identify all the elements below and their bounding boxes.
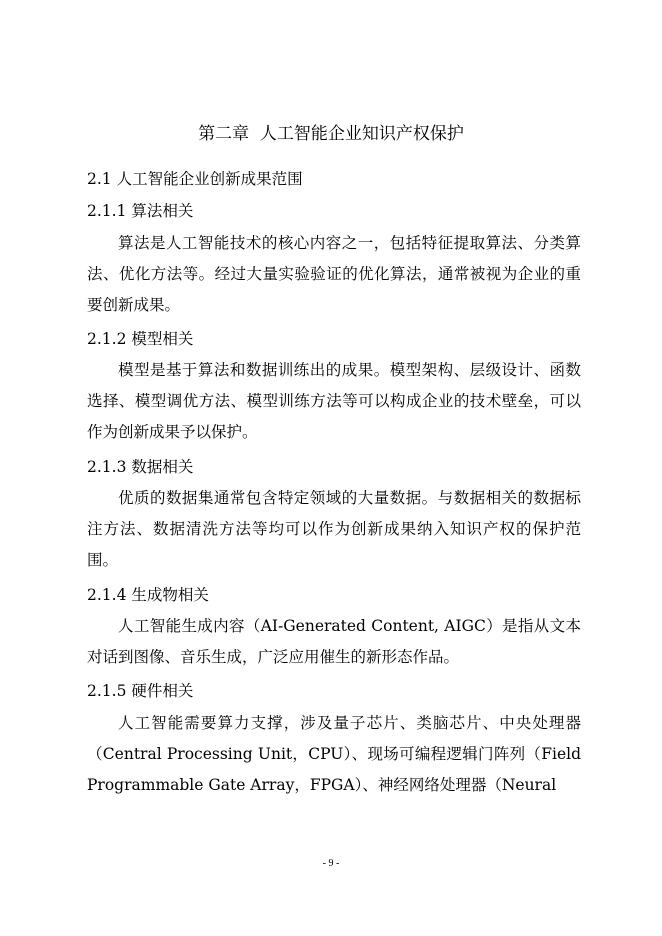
paragraph-model: 模型是基于算法和数据训练出的成果。模型架构、层级设计、函数选择、模型调优方法、模型训练方法等可以构成企业的技术壁垒，可以作为创新成果予以保护。 [87, 361, 581, 442]
paragraph-algorithm: 算法是人工智能技术的核心内容之一，包括特征提取算法、分类算法、优化方法等。经过大量实验验证的优化算法，通常被视为企业的重要创新成果。 [87, 234, 581, 315]
section-heading-2-1-1: 2.1.1 算法相关 [87, 202, 194, 220]
section-heading-2-1-4: 2.1.4 生成物相关 [87, 586, 209, 604]
section-heading-2-1: 2.1 人工智能企业创新成果范围 [87, 170, 303, 188]
section-heading-2-1-2: 2.1.2 模型相关 [87, 330, 194, 348]
section-heading-2-1-5: 2.1.5 硬件相关 [87, 682, 194, 700]
page-number: - 9 - [322, 858, 340, 869]
paragraph-hardware: 人工智能需要算力支撑，涉及量子芯片、类脑芯片、中央处理器（Central Processing Unit，CPU）、现场可编程逻辑门阵列（Field Programmable Gate Array，FPGA）、神经网络处理器（Neural [87, 714, 581, 795]
paragraph-data: 优质的数据集通常包含特定领域的大量数据。与数据相关的数据标注方法、数据清洗方法等均可以作为创新成果纳入知识产权的保护范围。 [87, 489, 581, 570]
section-heading-2-1-3: 2.1.3 数据相关 [87, 458, 194, 476]
chapter-title: 第二章 人工智能企业知识产权保护 [198, 124, 464, 144]
paragraph-generated-content: 人工智能生成内容（AI-Generated Content, AIGC）是指从文本对话到图像、音乐生成，广泛应用催生的新形态作品。 [87, 617, 581, 667]
